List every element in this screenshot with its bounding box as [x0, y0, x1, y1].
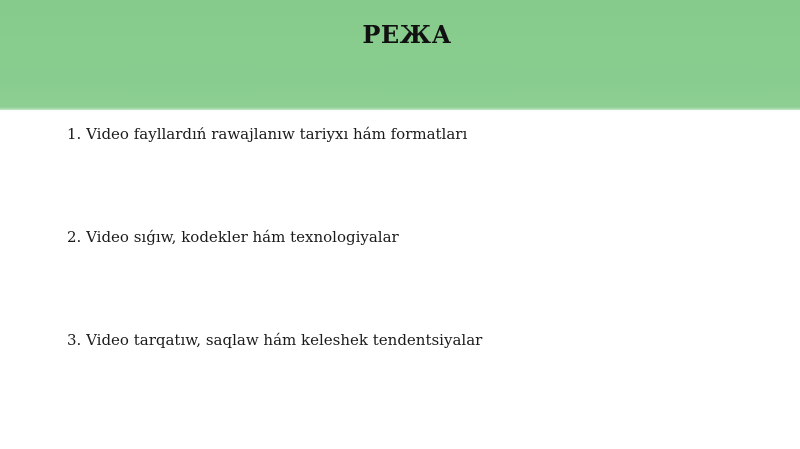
agenda-item-3: 3. Video tarqatıw, saqlaw hám keleshek tendentsiyalar: [67, 331, 483, 349]
header-band: [0, 0, 800, 110]
agenda-item-1: 1. Video fayllardıń rawajlanıw tariyxı hám formatları: [67, 125, 468, 143]
slide-title: РЕЖА: [362, 20, 452, 49]
agenda-item-2: 2. Video sıǵıw, kodekler hám texnologiyalar: [67, 228, 399, 246]
